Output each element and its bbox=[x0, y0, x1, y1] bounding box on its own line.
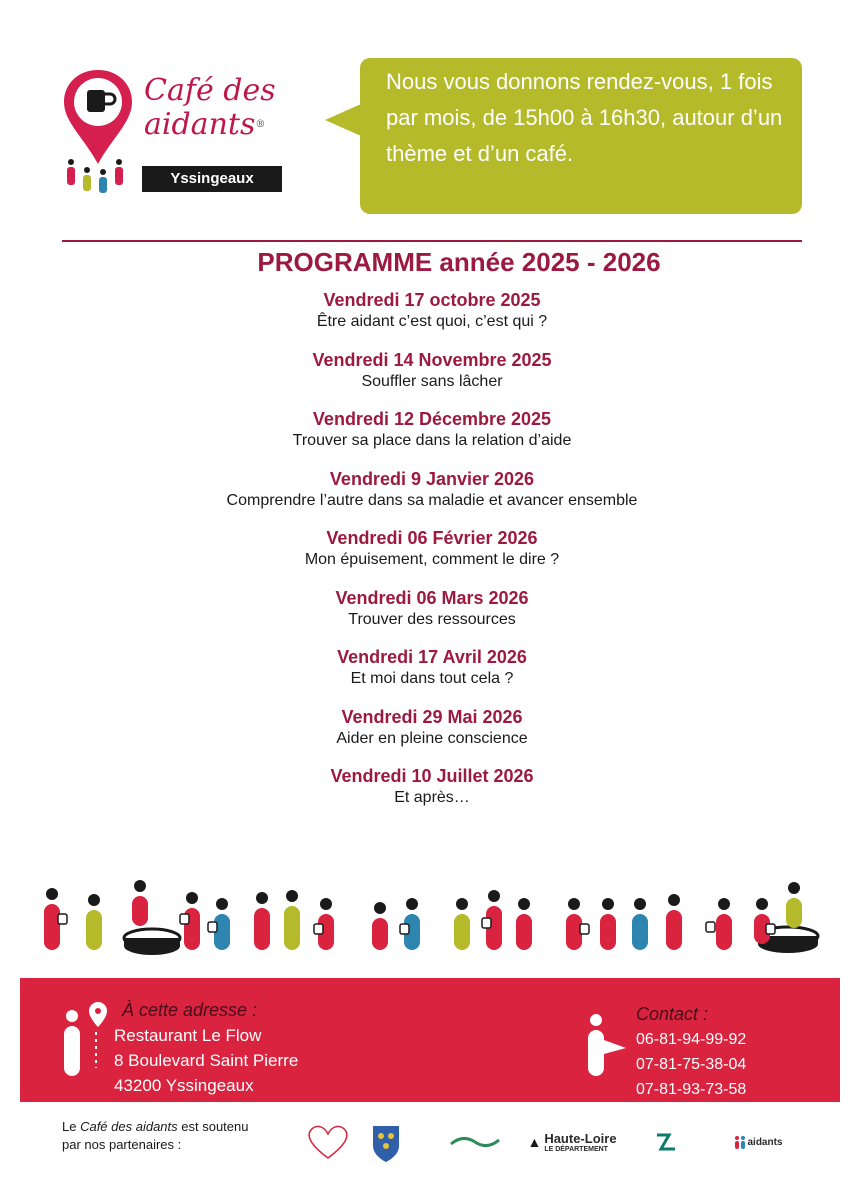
address-line: 43200 Yssingeaux bbox=[114, 1076, 254, 1095]
people-group-icon bbox=[30, 878, 830, 968]
event-item bbox=[0, 288, 848, 348]
registered-mark: ® bbox=[255, 119, 266, 130]
event-theme: Et après… bbox=[394, 789, 470, 806]
partners-text-line2: par nos partenaires : bbox=[62, 1137, 182, 1152]
event-date: Vendredi 17 Avril 2026 bbox=[337, 647, 527, 667]
event-theme: Mon épuisement, comment le dire ? bbox=[304, 551, 560, 568]
haute-loire-name: Haute-Loire bbox=[544, 1131, 617, 1146]
location-badge: Yssingeaux bbox=[142, 166, 282, 192]
bubble-tail bbox=[325, 104, 361, 136]
event-date: Vendredi 29 Mai 2026 bbox=[341, 706, 523, 727]
events-list bbox=[0, 288, 848, 824]
logo-title bbox=[144, 74, 276, 142]
event-date: Vendredi 12 Décembre 2025 bbox=[312, 409, 552, 429]
event-item bbox=[0, 467, 848, 527]
address-heading: À cette adresse : bbox=[122, 1000, 258, 1020]
event-theme: Être aidant c’est quoi, c’est qui ? bbox=[316, 313, 548, 330]
event-date: Vendredi 10 Juillet 2026 bbox=[330, 766, 534, 786]
logo-line1: Café des bbox=[144, 73, 276, 108]
partners-text-italic: Café des aidants bbox=[80, 1119, 178, 1134]
partner-logo-credit-agricole bbox=[648, 1120, 688, 1164]
address-line: 8 Boulevard Saint Pierre bbox=[114, 1051, 299, 1070]
event-date: Vendredi 14 Novembre 2025 bbox=[312, 349, 552, 370]
event-date: Vendredi 17 octobre 2025 bbox=[323, 290, 541, 310]
partner-logo-haute-loire: ▲ Haute-Loire LE DÉPARTEMENT bbox=[527, 1131, 617, 1153]
event-item bbox=[0, 526, 848, 586]
event-item bbox=[0, 764, 848, 824]
info-person-icon bbox=[584, 1012, 630, 1078]
event-theme: Aider en pleine conscience bbox=[336, 729, 528, 747]
phone-number[interactable]: 07-81-75-38-04 bbox=[636, 1056, 747, 1073]
event-date: Vendredi 06 Mars 2026 bbox=[335, 587, 529, 608]
coffee-cup-pin-icon bbox=[60, 66, 140, 206]
contact-heading: Contact : bbox=[636, 1004, 709, 1024]
partners-text-b: est soutenu bbox=[177, 1119, 249, 1134]
phone-number[interactable]: 06-81-94-99-92 bbox=[636, 1031, 747, 1048]
partner-logo-1 bbox=[298, 1120, 358, 1164]
location-pin-icon bbox=[60, 1000, 112, 1086]
cafe-des-aidants-logo bbox=[60, 66, 300, 206]
partners-text-a: Le bbox=[62, 1119, 81, 1134]
event-theme: Et moi dans tout cela ? bbox=[350, 670, 514, 687]
logo-line2: aidants bbox=[144, 107, 256, 142]
event-date: Vendredi 06 Février 2026 bbox=[326, 528, 538, 548]
aidants-partner-name: aidants bbox=[747, 1136, 783, 1148]
event-item bbox=[0, 645, 848, 705]
partners-text bbox=[62, 1118, 248, 1154]
partner-logo-3 bbox=[440, 1120, 510, 1164]
event-item bbox=[0, 705, 848, 765]
event-theme: Trouver des ressources bbox=[348, 610, 516, 628]
haute-loire-sub: LE DÉPARTEMENT bbox=[544, 1146, 608, 1153]
partner-logo-aidants bbox=[728, 1120, 788, 1164]
event-item bbox=[0, 586, 848, 646]
event-item bbox=[0, 348, 848, 408]
event-item bbox=[0, 407, 848, 467]
address-line: Restaurant Le Flow bbox=[114, 1026, 262, 1045]
event-date: Vendredi 9 Janvier 2026 bbox=[329, 468, 535, 489]
phone-number[interactable]: 07-81-93-73-58 bbox=[636, 1081, 747, 1098]
event-theme: Trouver sa place dans la relation d’aide bbox=[292, 432, 572, 449]
divider bbox=[62, 240, 802, 242]
event-theme: Souffler sans lâcher bbox=[361, 372, 503, 390]
intro-text: Nous vous donnons rendez-vous, 1 fois par mois, de 15h00 à 16h30, autour d’un thème et d’un café. bbox=[386, 69, 783, 166]
programme-title: PROGRAMME année 2025 - 2026 bbox=[257, 247, 661, 277]
event-theme: Comprendre l’autre dans sa maladie et avancer ensemble bbox=[226, 491, 638, 509]
partner-logo-2 bbox=[366, 1120, 406, 1164]
